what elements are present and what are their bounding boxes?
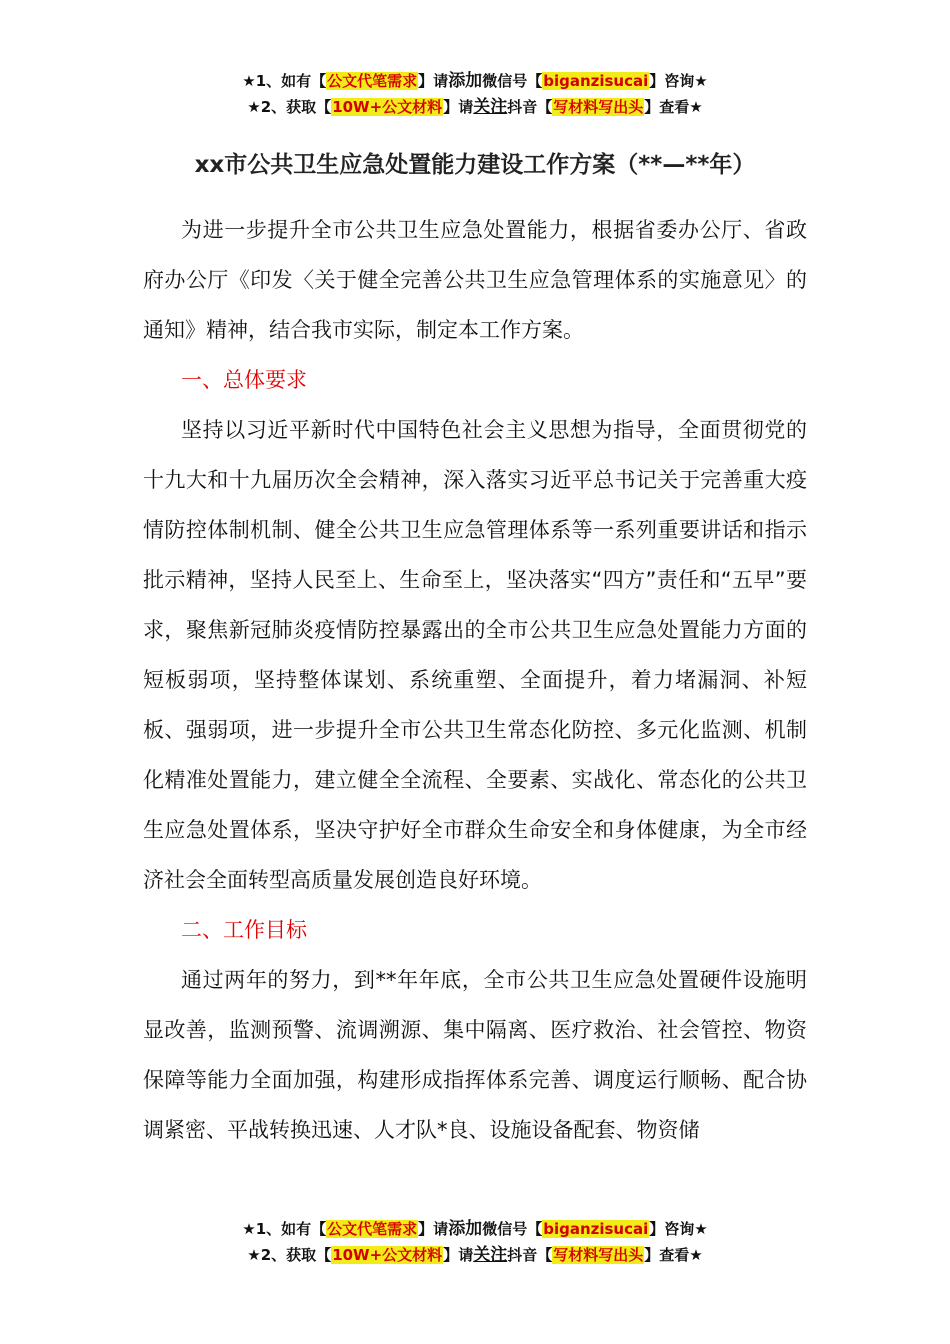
section-1-paragraph: 坚持以习近平新时代中国特色社会主义思想为指导，全面贯彻党的十九大和十九届历次全会精神，深入落实习近平总书记关于完善重大疫情防控体制机制、健全公共卫生应急管理体系等一系列重要讲话和指示批示精神，坚持人民至上、生命至上，坚决落实“四方”责任和“五早”要求，聚焦新冠肺炎疫情防控暴露出的全市公共卫生应急处置能力方面的短板弱项，坚持整体谋划、系统重塑、全面提升，着力堵漏洞、补短板、强弱项，进一步提升全市公共卫生常态化防控、多元化监测、机制化精准处置能力，建立健全全流程、全要素、实战化、常态化的公共卫生应急处置体系，坚决守护好全市群众生命安全和身体健康，为全市经济社会全面转型高质量发展创造良好环境。 <box>143 418 807 892</box>
section-2-paragraph: 通过两年的努力，到**年年底，全市公共卫生应急处置硬件设施明显改善，监测预警、流调溯源、集中隔离、医疗救治、社会管控、物资保障等能力全面加强，构建形成指挥体系完善、调度运行顺畅、配合协调紧密、平战转换迅速、人才队*良、设施设备配套、物资储 <box>143 968 807 1142</box>
section-heading-2: 二、工作目标 <box>181 918 307 942</box>
highlight-materials: 10W+公文材料 <box>332 98 443 116</box>
banner-line-1: ★1、如有【公文代笔需求】请添加微信号【biganzisucai】咨询★ <box>242 71 708 91</box>
footer-line-1: ★1、如有【公文代笔需求】请添加微信号【biganzisucai】咨询★ <box>242 1219 708 1239</box>
banner-line-2: ★2、获取【10W+公文材料】请关注抖音【写材料写出头】查看★ <box>247 97 703 117</box>
document-body <box>143 205 807 1205</box>
footer-banner <box>0 1216 950 1268</box>
highlight-wechat-id: biganzisucai <box>543 72 649 90</box>
intro-paragraph: 为进一步提升全市公共卫生应急处置能力，根据省委办公厅、省政府办公厅《印发〈关于健全完善公共卫生应急管理体系的实施意见〉的通知》精神，结合我市实际，制定本工作方案。 <box>143 218 807 342</box>
footer-line-2: ★2、获取【10W+公文材料】请关注抖音【写材料写出头】查看★ <box>247 1245 703 1265</box>
section-heading-1: 一、总体要求 <box>181 368 307 392</box>
highlight-douyin: 写材料写出头 <box>553 98 644 116</box>
highlight-service: 公文代笔需求 <box>327 72 418 90</box>
document-title: xx市公共卫生应急处置能力建设工作方案（**—**年） <box>194 152 756 178</box>
header-banner <box>0 68 950 120</box>
